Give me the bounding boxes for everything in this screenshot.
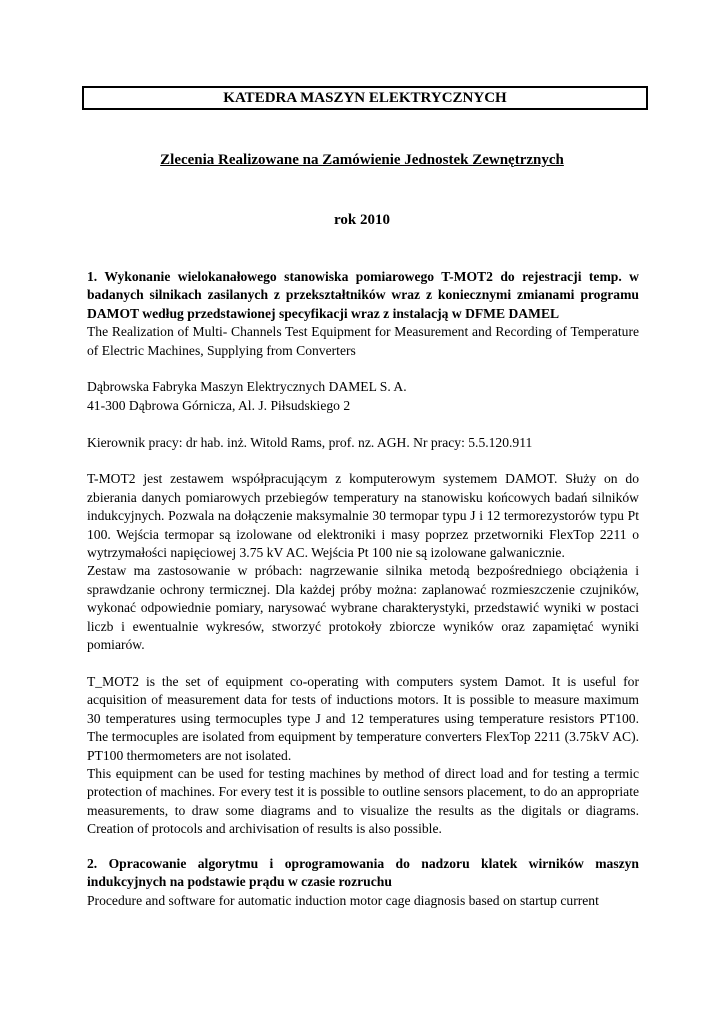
section-1-client-address: 41-300 Dąbrowa Górnicza, Al. J. Piłsudskiego 2: [87, 397, 351, 413]
section-1-manager: Kierownik pracy: dr hab. inż. Witold Rams, prof. nz. AGH. Nr pracy: 5.5.120.911: [87, 434, 533, 450]
section-1-english-title: The Realization of Multi- Channels Test Equipment for Measurement and Recording of Temperature of Electric Machines, Supplying from Converters: [87, 324, 639, 358]
document-title: [0, 150, 724, 170]
document-year: rok 2010: [334, 212, 390, 228]
spacer: [87, 415, 639, 433]
section-1-heading: 1. Wykonanie wielokanałowego stanowiska pomiarowego T-MOT2 do rejestracji temp. w badanych silnikach zasilanych z przekształtników wraz z koniecznymi zmianami programu DAMOT według przedstawionej specyfikacji wraz z instalacją w DFME DAMEL: [87, 269, 639, 321]
section-1-english-description-1: T_MOT2 is the set of equipment co-operating with computers system Damot. It is useful for acquisition of measurement data for tests of inductions motors. It is possible to measure maximum 30 temperatures using termocuples type J and 12 temperatures using temperature resistors PT100. The termocuples are isolated from equipment by temperature converters FlexTop 2211 (3.75kV AC). PT100 thermometers are not isolated.: [87, 673, 639, 763]
section-1: [87, 268, 639, 839]
section-1-polish-description-2: Zestaw ma zastosowanie w próbach: nagrzewanie silnika metodą bezpośredniego obciążenia i sprawdzanie ochrony termicznej. Dla każdej próby można: zaplanować rozmieszczenie czujników, wykonać odpowiednie pomiary, narysować wybrane charakterystyki, przedstawić wyniki w postaci liczb i ewentualnie wykresów, stworzyć protokoły zbiorcze wyników oraz zapamiętać wyniki pomiarów.: [87, 563, 639, 653]
spacer: [87, 360, 639, 378]
section-2-heading: 2. Opracowanie algorytmu i oprogramowania do nadzoru klatek wirników maszyn indukcyjnych na podstawie prądu w czasie rozruchu: [87, 856, 639, 890]
spacer: [87, 452, 639, 470]
section-1-client-name: Dąbrowska Fabryka Maszyn Elektrycznych DAMEL S. A.: [87, 379, 407, 395]
section-1-english-description-2: This equipment can be used for testing machines by method of direct load and for testing a termic protection of machines. For every test it is possible to outline sensors placement, to do an appropriate measurements, to draw some diagrams and to visualize the results as the digitals or diagrams. Creation of protocols and archivisation of results is also possible.: [87, 765, 639, 837]
document-title-text: Zlecenia Realizowane na Zamówienie Jednostek Zewnętrznych: [160, 152, 564, 168]
section-1-polish-description-1: T-MOT2 jest zestawem współpracującym z komputerowym systemem DAMOT. Służy on do zbierania danych pomiarowych przebiegów temperatury na stanowisku końcowych badań silników indukcyjnych. Pozwala na dołączenie maksymalnie 30 termopar typu J i 12 termorezystorów typu Pt 100. Wejścia termopar są izolowane od elektroniki i masy poprzez przetworniki FlexTop 2211 o wytrzymałości napięciowej 3.75 kV AC. Wejścia Pt 100 nie są izolowane galwanicznie.: [87, 471, 639, 561]
spacer: [87, 654, 639, 672]
section-2: [87, 855, 639, 910]
section-2-english-title: Procedure and software for automatic induction motor cage diagnosis based on startup current: [87, 892, 599, 908]
department-header-box: KATEDRA MASZYN ELEKTRYCZNYCH: [82, 86, 648, 110]
